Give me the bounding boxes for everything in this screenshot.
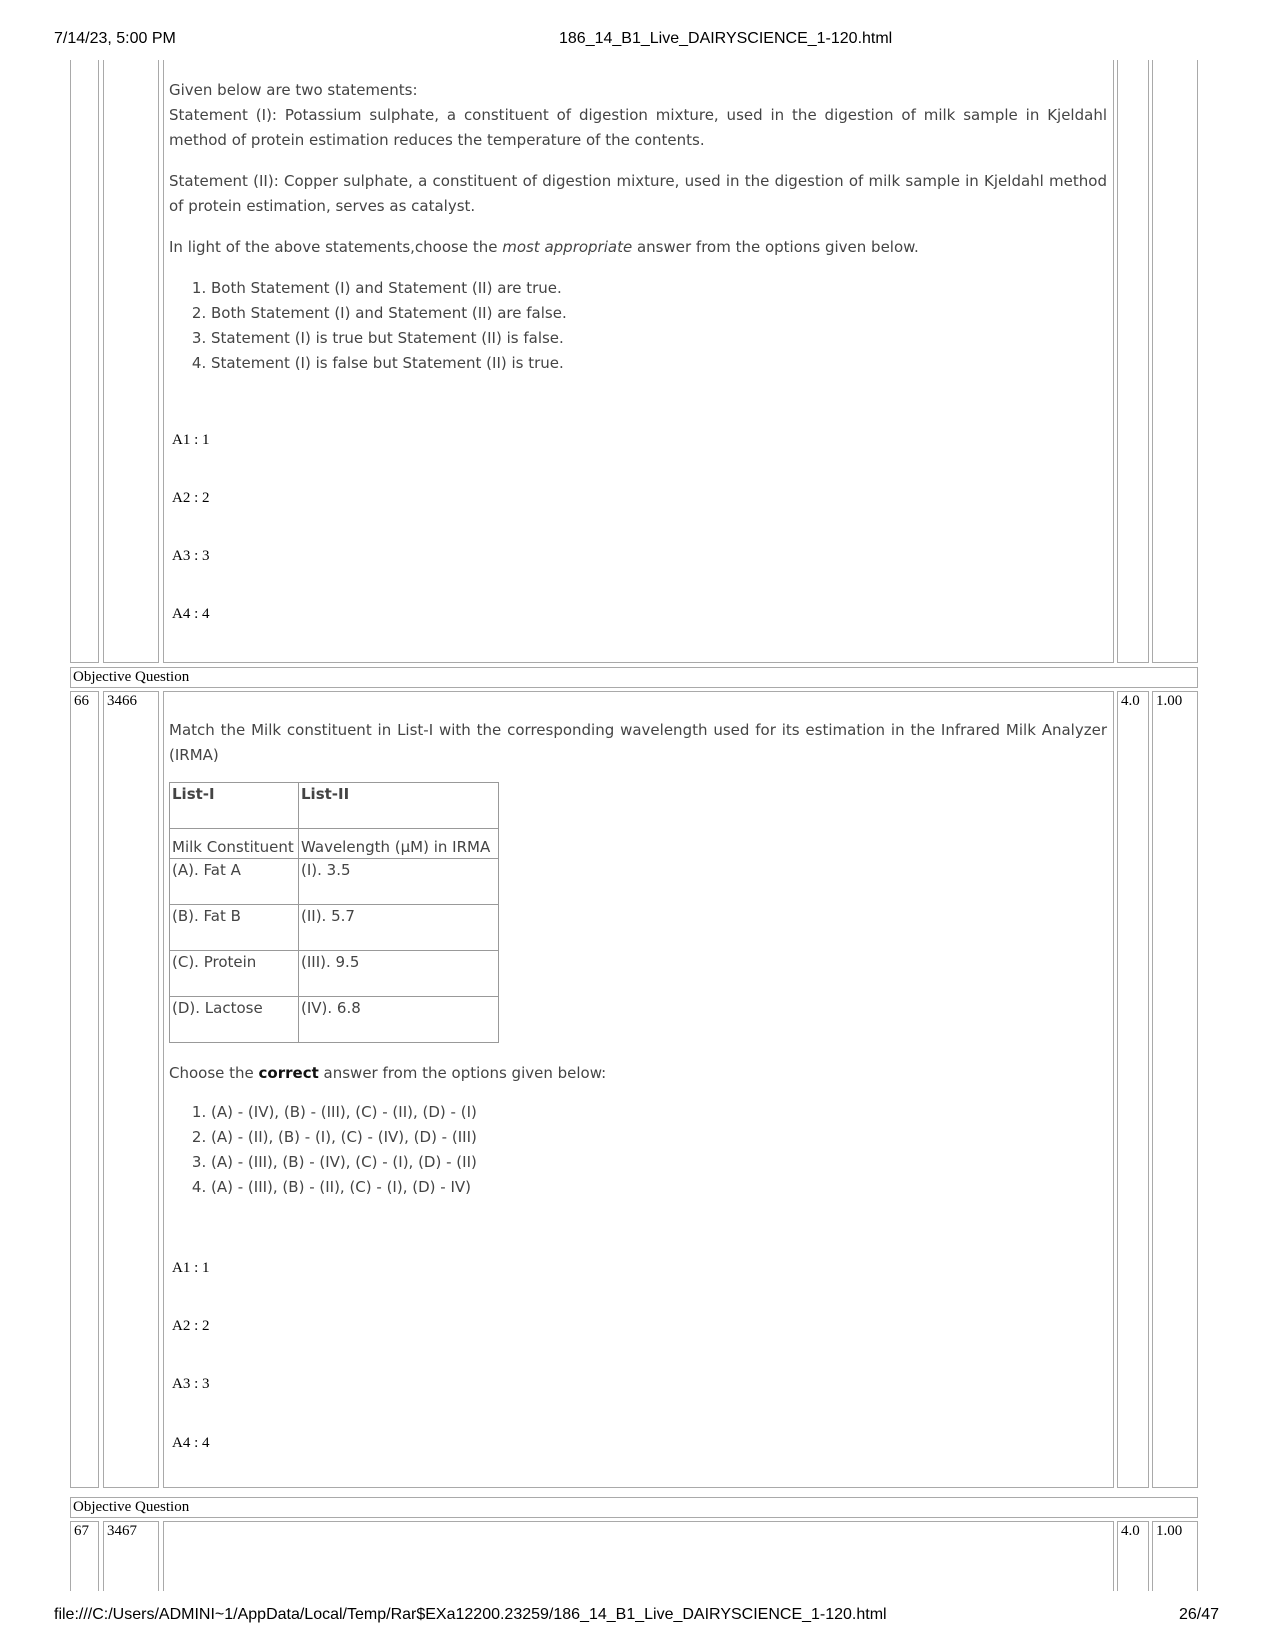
q66-option: 1. (A) - (IV), (B) - (III), (C) - (II), (D) - (I) (211, 1100, 1107, 1125)
q66-question-cell (163, 691, 1114, 1488)
q66-id: 3466 (103, 691, 159, 1488)
table-cell: (B). Fat B (170, 905, 299, 951)
q66-answer-3: A3 : 3 (172, 1376, 210, 1392)
objective-question-label: Objective Question (70, 1497, 1198, 1518)
q66-option: 2. (A) - (II), (B) - (I), (C) - (IV), (D) - (III) (211, 1125, 1107, 1150)
q65-option: 3. Statement (I) is true but Statement (II) is false. (211, 326, 1107, 351)
q66-question-text: Match the Milk constituent in List-I with the corresponding wavelength used for its estimation in the Infrared Milk Analyzer (IRMA) (169, 721, 1107, 764)
table-cell: Milk Constituent (170, 829, 299, 859)
table-cell: (I). 3.5 (299, 859, 499, 905)
q66-marks: 4.0 (1117, 691, 1149, 1488)
q66-number: 66 (70, 691, 99, 1488)
table-cell: (A). Fat A (170, 859, 299, 905)
q65-options (169, 276, 1107, 376)
q66-match-table (169, 782, 499, 1043)
table-header-cell: List-I (170, 783, 299, 829)
table-cell: (D). Lactose (170, 997, 299, 1043)
q65-option: 2. Both Statement (I) and Statement (II) are false. (211, 301, 1107, 326)
q66-negative-marks: 1.00 (1152, 691, 1198, 1488)
q66-instruction: Choose the correct answer from the options given below: (169, 1064, 607, 1082)
q67-question-cell (163, 1521, 1114, 1591)
print-datetime: 7/14/23, 5:00 PM (54, 30, 176, 47)
q65-instruction: In light of the above statements,choose the most appropriate answer from the options given below. (169, 238, 919, 256)
q67-id: 3467 (103, 1521, 159, 1591)
table-cell: (II). 5.7 (299, 905, 499, 951)
q66-options (169, 1100, 1107, 1200)
q65-statement-1: Statement (I): Potassium sulphate, a constituent of digestion mixture, used in the digestion of milk sample in Kjeldahl method of protein estimation reduces the temperature of the contents. (169, 106, 1107, 149)
q66-option: 3. (A) - (III), (B) - (IV), (C) - (I), (D) - (II) (211, 1150, 1107, 1175)
q65-option: 1. Both Statement (I) and Statement (II) are true. (211, 276, 1107, 301)
table-cell: Wavelength (µM) in IRMA (299, 829, 499, 859)
q66-option: 4. (A) - (III), (B) - (II), (C) - (I), (D) - IV) (211, 1175, 1107, 1200)
q66-answer-4: A4 : 4 (172, 1435, 210, 1451)
q66-instruction-bold: correct (258, 1064, 319, 1082)
document-filename: 186_14_B1_Live_DAIRYSCIENCE_1-120.html (559, 30, 893, 47)
objective-question-label: Objective Question (70, 667, 1198, 688)
file-path: file:///C:/Users/ADMINI~1/AppData/Local/Temp/Rar$EXa12200.23259/186_14_B1_Live_DAIRYSCIENCE_1-120.html (54, 1606, 887, 1623)
q67-marks: 4.0 (1117, 1521, 1149, 1591)
q65-num-cell (70, 60, 99, 663)
q65-intro: Given below are two statements: (169, 81, 418, 99)
q67-negative-marks: 1.00 (1152, 1521, 1198, 1591)
table-cell: (IV). 6.8 (299, 997, 499, 1043)
q65-answer-4: A4 : 4 (172, 606, 210, 622)
q65-answer-3: A3 : 3 (172, 548, 210, 564)
table-header-cell: List-II (299, 783, 499, 829)
q65-id-cell (103, 60, 159, 663)
q66-answer-2: A2 : 2 (172, 1318, 210, 1334)
q65-instruction-emphasis: most appropriate (502, 238, 633, 256)
table-cell: (C). Protein (170, 951, 299, 997)
q65-marks-cell (1117, 60, 1149, 663)
page-number: 26/47 (1179, 1606, 1220, 1623)
q65-option: 4. Statement (I) is false but Statement (II) is true. (211, 351, 1107, 376)
q65-neg-cell (1152, 60, 1198, 663)
q66-answer-1: A1 : 1 (172, 1260, 210, 1276)
q65-answer-2: A2 : 2 (172, 490, 210, 506)
q67-number: 67 (70, 1521, 99, 1591)
q65-answer-1: A1 : 1 (172, 432, 210, 448)
q65-question-cell (163, 60, 1114, 663)
q65-statement-2: Statement (II): Copper sulphate, a constituent of digestion mixture, used in the digestion of milk sample in Kjeldahl method of protein estimation, serves as catalyst. (169, 172, 1107, 215)
table-cell: (III). 9.5 (299, 951, 499, 997)
